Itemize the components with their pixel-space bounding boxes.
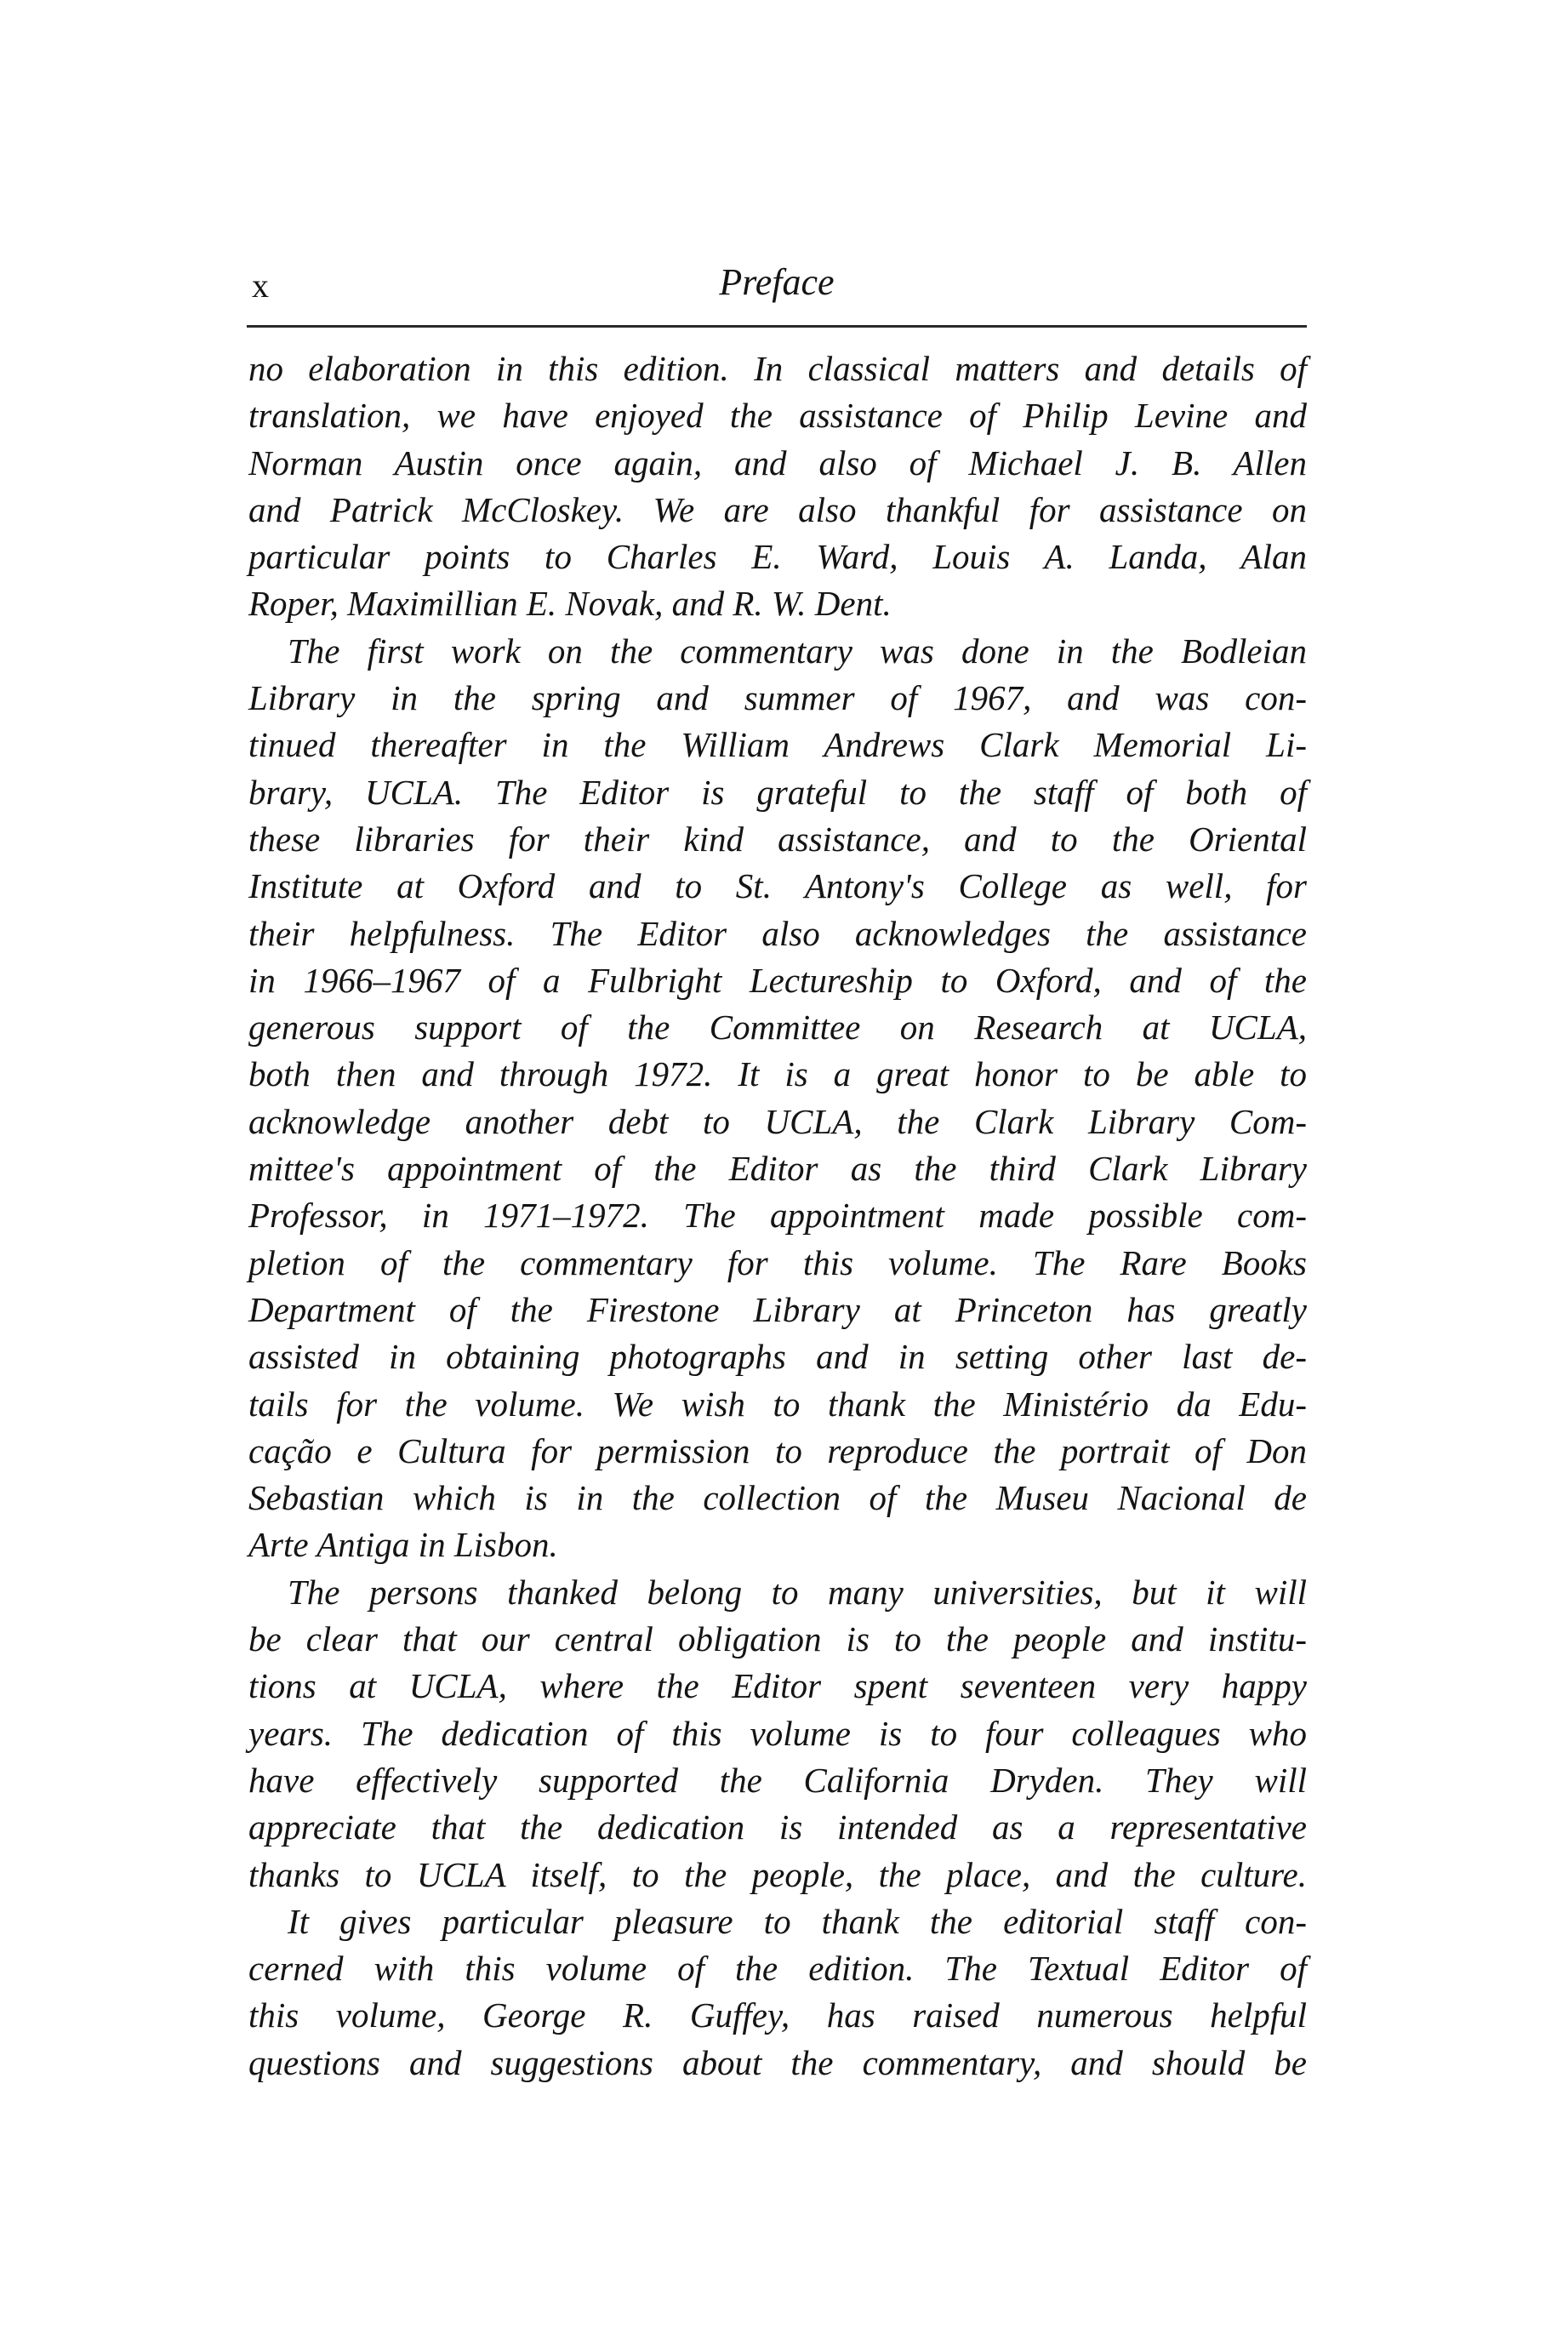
text-line: Arte Antiga in Lisbon. (248, 1525, 558, 1565)
text-line: Library in the spring and summer of 1967, and was con- (248, 678, 1307, 718)
text-line: thanks to UCLA itself, to the people, the place, and the culture. (248, 1854, 1307, 1894)
text-line: The first work on the commentary was done in the Bodleian (288, 631, 1307, 671)
text-line: both then and through 1972. It is a great honor to be able to (248, 1054, 1307, 1094)
paragraph-4 (248, 1898, 1307, 2087)
text-line: The persons thanked belong to many universities, but it will (288, 1572, 1307, 1612)
text-line: Sebastian which is in the collection of the Museu Nacional de (248, 1478, 1307, 1518)
text-line: generous support of the Committee on Research at UCLA, (248, 1008, 1307, 1048)
text-line: and Patrick McCloskey. We are also thankful for assistance on (248, 489, 1307, 529)
text-line: acknowledge another debt to UCLA, the Clark Library Com- (248, 1101, 1307, 1141)
text-line: Department of the Firestone Library at Princeton has greatly (248, 1289, 1307, 1329)
text-line: cerned with this volume of the edition. The Textual Editor of (248, 1949, 1307, 1989)
text-line: years. The dedication of this volume is to four colleagues who (248, 1713, 1307, 1753)
text-line: Institute at Oxford and to St. Antony's College as well, for (248, 866, 1307, 906)
text-line: questions and suggestions about the commentary, and should be (248, 2042, 1307, 2082)
text-line: Professor, in 1971–1972. The appointment made possible com- (248, 1196, 1307, 1236)
paragraph-1 (248, 345, 1307, 628)
text-line: appreciate that the dedication is intended as a representative (248, 1807, 1307, 1847)
text-line: assisted in obtaining photographs and in setting other last de- (248, 1337, 1307, 1377)
text-line: particular points to Charles E. Ward, Louis A. Landa, Alan (248, 537, 1307, 577)
text-line: brary, UCLA. The Editor is grateful to the staff of both of (248, 772, 1307, 812)
text-line: mittee's appointment of the Editor as the third Clark Library (248, 1149, 1307, 1189)
text-line: in 1966–1967 of a Fulbright Lectureship to Oxford, and of the (248, 960, 1307, 1000)
text-line: tions at UCLA, where the Editor spent seventeen very happy (248, 1666, 1307, 1706)
text-line: cação e Cultura for permission to reproduce the portrait of Don (248, 1430, 1307, 1470)
text-line: no elaboration in this edition. In classical matters and details of (248, 349, 1307, 388)
paragraph-2 (248, 628, 1307, 1569)
text-line: these libraries for their kind assistance, and to the Oriental (248, 819, 1307, 859)
text-line: tails for the volume. We wish to thank the Ministério da Edu- (248, 1384, 1307, 1424)
text-line: pletion of the commentary for this volume. The Rare Books (248, 1242, 1307, 1282)
running-title: Preface (719, 261, 835, 303)
text-line: this volume, George R. Guffey, has raised numerous helpful (248, 1995, 1307, 2035)
paragraph-3 (248, 1569, 1307, 1898)
text-line: be clear that our central obligation is to the people and institu- (248, 1619, 1307, 1659)
preface-body (248, 345, 1307, 2087)
text-line: Norman Austin once again, and also of Michael J. B. Allen (248, 442, 1307, 482)
running-header (247, 252, 1307, 328)
text-line: translation, we have enjoyed the assistance of Philip Levine and (248, 396, 1307, 436)
text-line: It gives particular pleasure to thank the editorial staff con- (288, 1901, 1307, 1941)
text-line: tinued thereafter in the William Andrews Clark Memorial Li- (248, 725, 1307, 765)
page-number: x (252, 266, 270, 305)
text-line: have effectively supported the California Dryden. They will (248, 1760, 1307, 1800)
text-line: Roper, Maximillian E. Novak, and R. W. Dent. (248, 584, 892, 624)
text-line: their helpfulness. The Editor also acknowledges the assistance (248, 913, 1307, 953)
